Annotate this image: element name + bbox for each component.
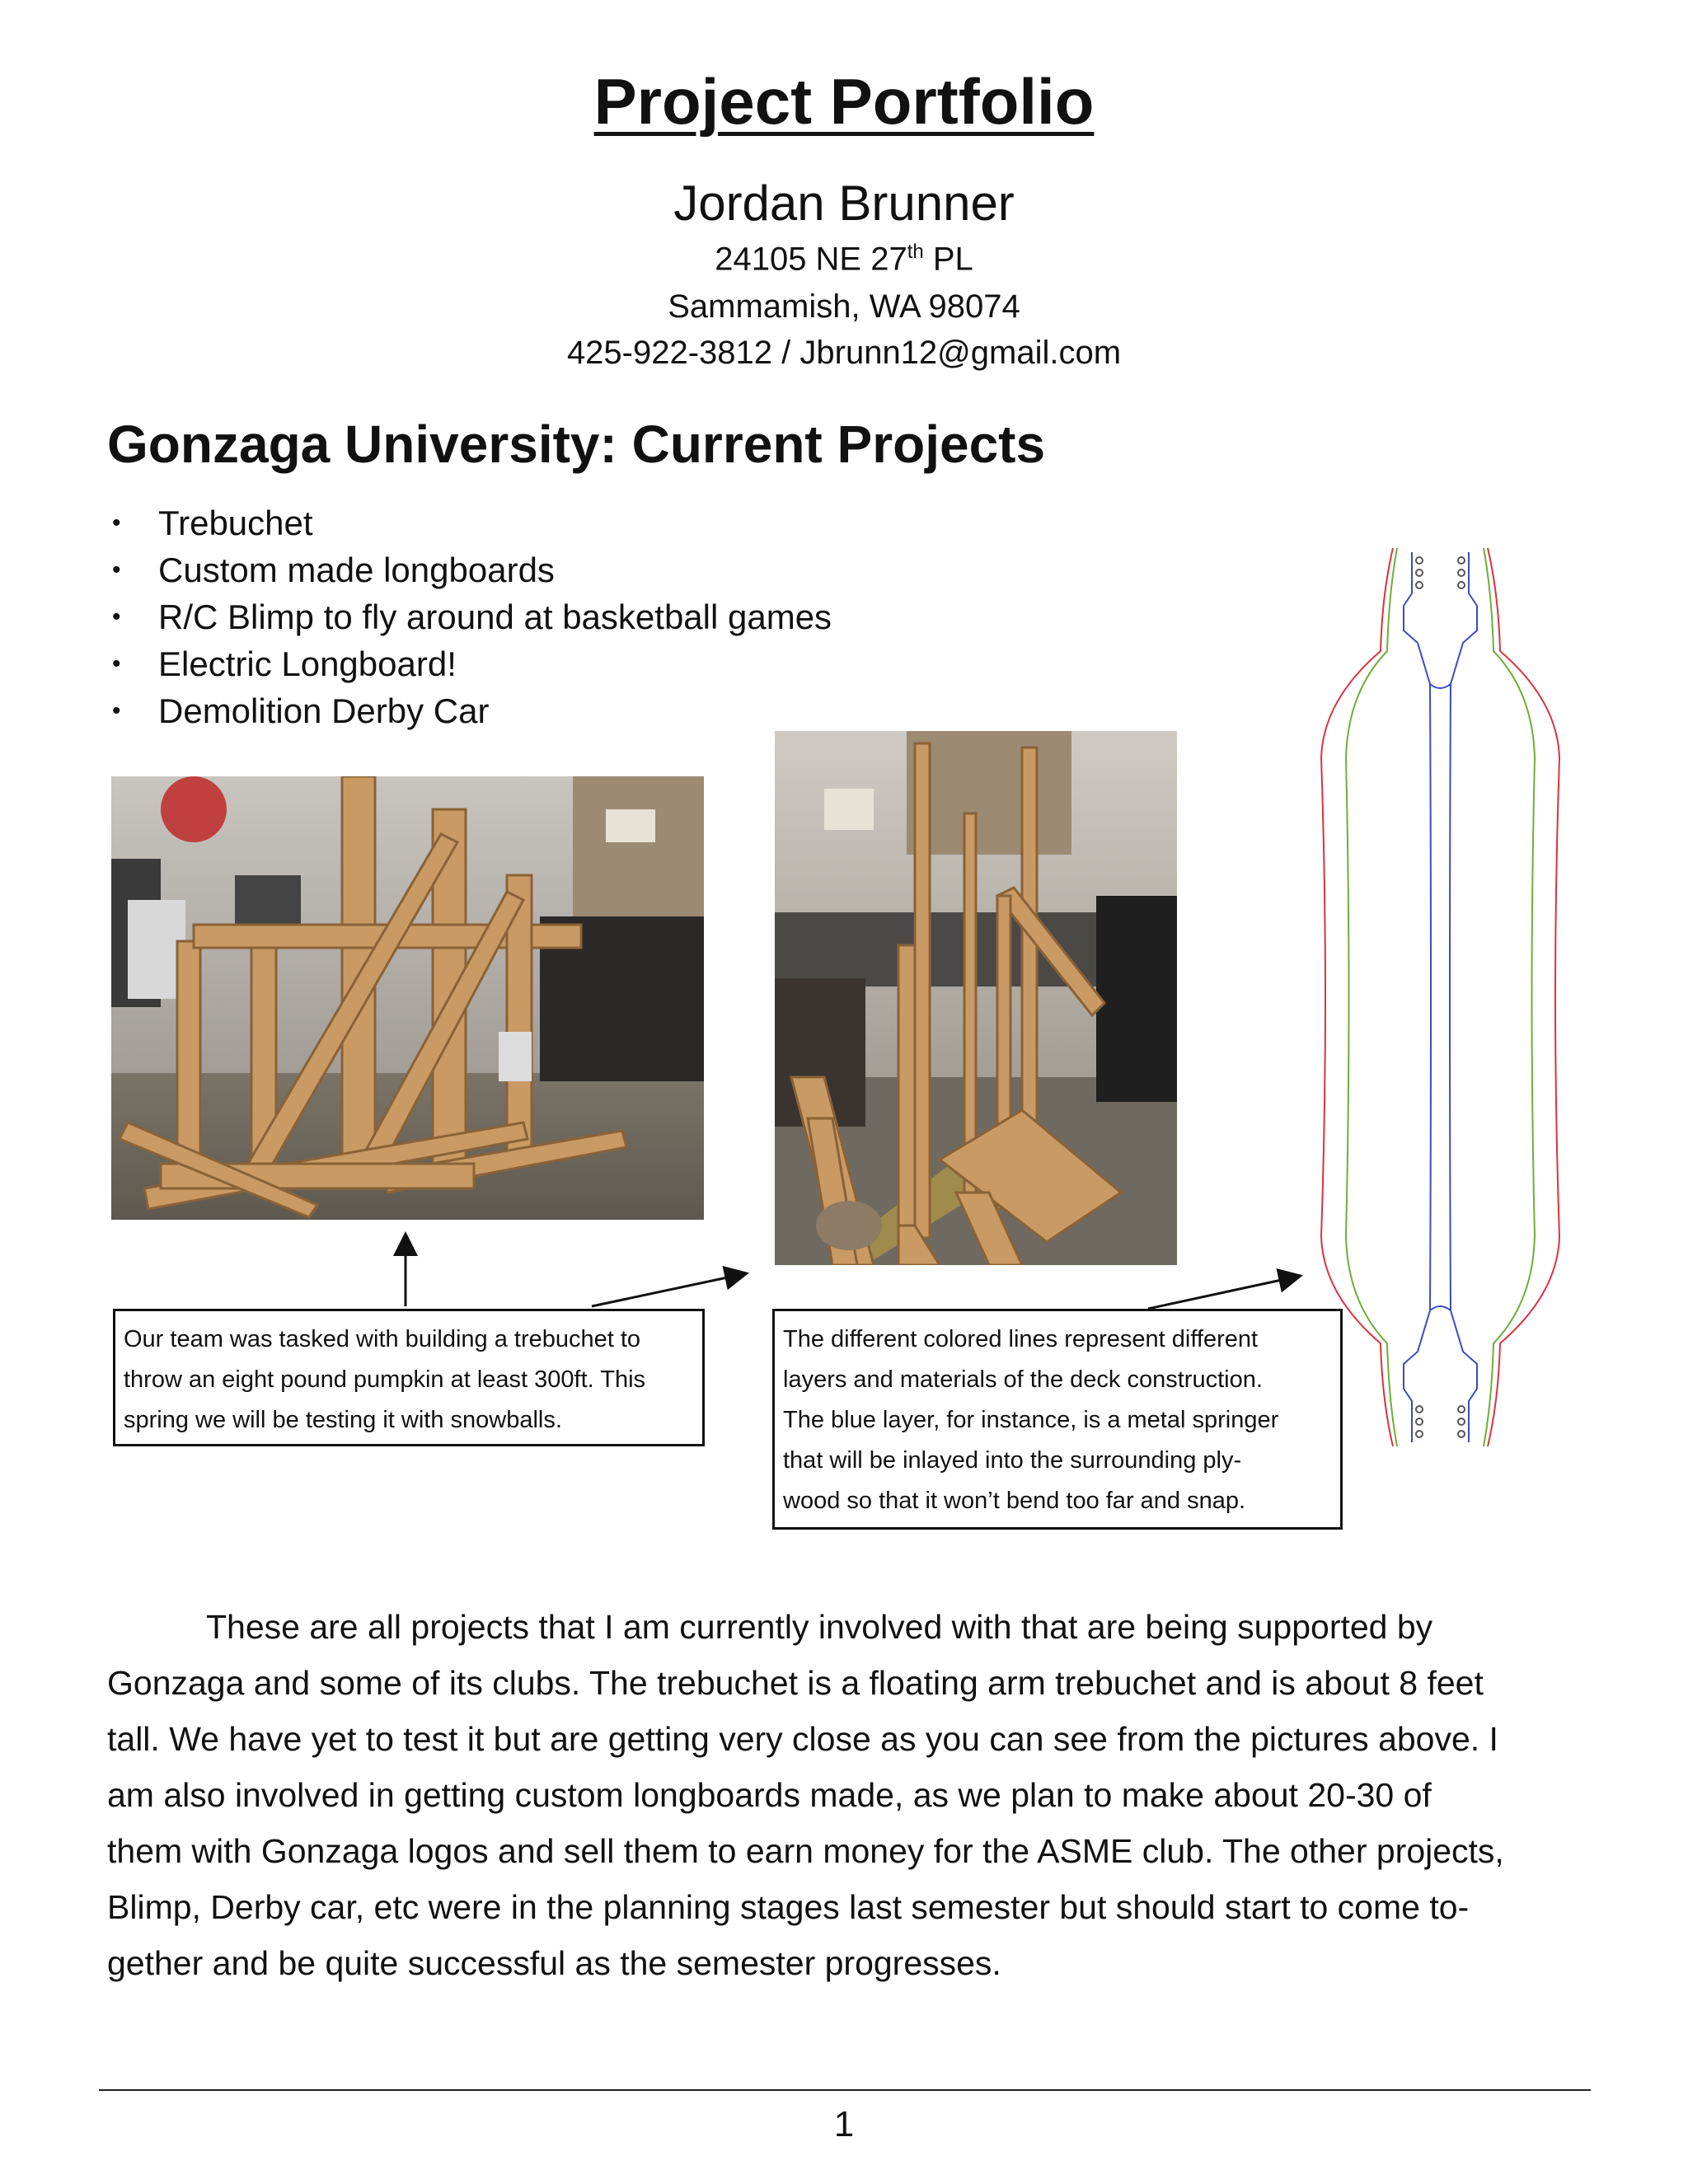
trebuchet-caption: Our team was tasked with building a trebuchet to throw an eight pound pumpkin at least 300ft. This spring we will be testing it with snowballs.	[113, 1309, 705, 1446]
section-heading: Gonzaga University: Current Projects	[107, 415, 1046, 474]
list-item: • Trebuchet	[107, 499, 832, 546]
footer-divider	[99, 2089, 1591, 2091]
address-line-1: 24105 NE 27th PL	[715, 241, 973, 278]
author-name: Jordan Brunner	[673, 176, 1015, 231]
list-item: • Electric Longboard!	[107, 640, 832, 687]
page-title: Project Portfolio	[593, 65, 1095, 138]
body-paragraph: These are all projects that I am currently involved with that are being supported by Gonzaga and some of its clubs. The trebuchet is a floating arm trebuchet and is about 8 feet tall. We have yet to test it but are getting very close as you can see from the pictures above. I am also involved in getting custom longboards made, as we plan to make about 20-30 of them with Gonzaga logos and sell them to earn money for the ASME club. The other projects, Blimp, Derby car, etc were in the planning stages last semester but should start to come to- gether and be quite successful as the semester progresses.	[107, 1608, 1504, 1982]
list-item: • R/C Blimp to fly around at basketball games	[107, 593, 832, 640]
list-item: • Custom made longboards	[107, 546, 832, 593]
list-item: • Demolition Derby Car	[107, 687, 832, 734]
address-line-2: Sammamish, WA 98074	[668, 288, 1020, 325]
contact-line: 425-922-3812 / Jbrunn12@gmail.com	[566, 335, 1122, 371]
longboard-caption: The different colored lines represent different layers and materials of the deck construction. The blue layer, for instance, is a metal springer that will be inlayed into the surrounding ply- wood so that it won’t bend too far and snap.	[772, 1309, 1343, 1530]
page-number: 1	[833, 2104, 855, 2144]
